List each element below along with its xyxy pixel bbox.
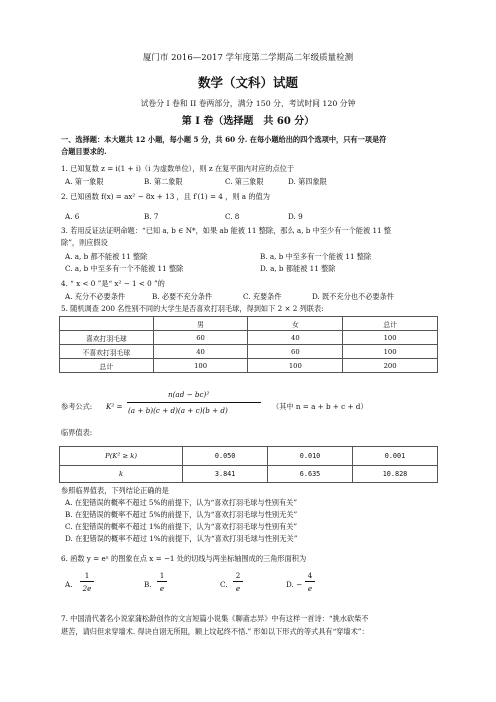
q5-option-b: B. 在犯错误的概率不超过 5%的前提下，认为“喜欢打羽毛球与性别无关” — [65, 510, 298, 519]
q5-reference-line: 参照临界值表，下列结论正确的是 — [61, 486, 169, 495]
q7-stem-line1: 7. 中国清代著名小说家蒲松龄创作的文言短篇小说集《聊斋志异》中有这样一首诗：“挑水砍柴不 — [61, 614, 369, 623]
table-cell: P(K² ≥ k) — [60, 447, 183, 466]
table-cell: 100 — [248, 359, 343, 373]
q4-option-c: C. 充要条件 — [243, 292, 282, 301]
table-cell: 10.828 — [352, 466, 437, 483]
q5-option-c: C. 在犯错误的概率不超过 1%的前提下，认为“喜欢打羽毛球与性别有关” — [65, 522, 298, 531]
formula-note: （其中 n = a + b + c + d） — [272, 402, 368, 411]
section-instructions-line2: 合题目要求的. — [61, 147, 107, 156]
table-header-cell: 男 — [153, 317, 248, 331]
q6-option-d-numerator: 4 — [307, 571, 313, 580]
q6-option-d-denominator: e — [307, 584, 313, 593]
q2-option-b: B. 7 — [144, 212, 159, 221]
formula-lhs: K² = — [106, 402, 123, 411]
q4-option-d: D. 既不充分也不必要条件 — [312, 292, 394, 301]
q1-option-c: C. 第三象限 — [225, 177, 264, 186]
q6-option-c-denominator: e — [235, 584, 241, 593]
q4-option-b: B. 必要不充分条件 — [152, 292, 213, 301]
table-cell: 100 — [153, 359, 248, 373]
part-title: 第 I 卷（选择题 共 60 分） — [181, 116, 315, 127]
table-header-row — [60, 317, 438, 331]
contingency-table — [59, 316, 438, 373]
q4-stem: 4. “ x < 0 ”是“ x² − 1 < 0 ”的 — [61, 279, 165, 288]
table-cell: 200 — [343, 359, 438, 373]
q6-option-c-numerator: 2 — [235, 571, 241, 580]
q2-option-c: C. 8 — [225, 212, 240, 221]
table-cell: 0.050 — [183, 447, 268, 466]
q3-stem-line2: 除”，则应假设 — [61, 238, 108, 247]
table-cell: 不喜欢打羽毛球 — [60, 345, 154, 359]
q6-option-c-fraction-bar — [233, 581, 243, 582]
table-row — [60, 331, 438, 345]
q6-option-d-fraction-bar — [305, 581, 315, 582]
q2-stem: 2. 已知函数 f(x) = ax² − 8x + 13 ，且 f′(1) = 4 ，则 a 的值为 — [61, 192, 270, 201]
formula-denominator: (a + b)(c + d)(a + c)(b + d) — [128, 406, 228, 415]
q3-option-b: B. a, b 中至多有一个能被 11 整除 — [260, 252, 372, 261]
q5-option-d: D. 在犯错误的概率不超过 1%的前提下，认为“喜欢打羽毛球与性别无关” — [65, 534, 298, 543]
q6-option-a-fraction-bar — [80, 581, 94, 582]
section-instructions-line1: 一、选择题：本大题共 12 小题，每小题 5 分，共 60 分. 在每小题给出的四个选项中，只有一项是符 — [61, 135, 387, 144]
q2-option-a: A. 6 — [65, 212, 80, 221]
table-header-cell: 女 — [248, 317, 343, 331]
q6-option-a-label: A. — [65, 580, 73, 589]
table-row — [60, 447, 438, 466]
q1-stem: 1. 已知复数 z = i(1 + i)（i 为虚数单位），则 z 在复平面内对应的点位于 — [61, 164, 295, 173]
critical-value-table — [59, 446, 438, 483]
table-cell: 100 — [343, 331, 438, 345]
q6-option-a-numerator: 1 — [84, 571, 90, 580]
table-row — [60, 466, 438, 483]
q6-option-c-label: C. — [220, 580, 228, 589]
table-cell: 6.635 — [268, 466, 353, 483]
table-cell: 60 — [153, 331, 248, 345]
paper-info: 试卷分 I 卷和 II 卷两部分，满分 150 分，考试时间 120 分钟 — [140, 99, 356, 108]
q1-option-a: A. 第一象限 — [65, 177, 104, 186]
q6-option-d-label: D. − — [286, 580, 303, 589]
q5-option-a: A. 在犯错误的概率不超过 5%的前提下，认为“喜欢打羽毛球与性别有关” — [65, 498, 298, 507]
q1-option-d: D. 第四象限 — [288, 177, 327, 186]
table-header-cell — [60, 317, 154, 331]
q6-option-b-fraction-bar — [157, 581, 167, 582]
q5-stem: 5. 随机调查 200 名性别不同的大学生是否喜欢打羽毛球，得到如下 2 × 2 列联表: — [61, 304, 324, 313]
q2-option-d: D. 9 — [288, 212, 303, 221]
paper-title: 数学（文科）试题 — [197, 75, 298, 90]
table-cell: k — [60, 466, 183, 483]
table-cell: 40 — [248, 331, 343, 345]
q3-option-c: C. a, b 中至多有一个不能被 11 整除 — [65, 264, 184, 273]
critical-label: 临界值表: — [61, 428, 93, 437]
exam-header: 厦门市 2016—2017 学年度第二学期高二年级质量检测 — [142, 53, 354, 63]
table-cell: 3.841 — [183, 466, 268, 483]
q4-option-a: A. 充分不必要条件 — [65, 292, 126, 301]
table-row — [60, 359, 438, 373]
q6-option-b-denominator: e — [159, 584, 165, 593]
formula-numerator: n(ad − bc)² — [168, 390, 210, 399]
table-header-cell: 总计 — [343, 317, 438, 331]
q6-stem: 6. 函数 y = eˣ 的图象在点 x = −1 处的切线与两坐标轴围成的三角形面积为 — [61, 554, 307, 563]
formula-fraction-bar — [127, 402, 261, 403]
table-row — [60, 345, 438, 359]
q3-stem-line1: 3. 若用反证法证明命题：“已知 a, b ∈ N*，如果 ab 能被 11 整除，那么 a, b 中至少有一个能被 11 整 — [61, 226, 392, 235]
q3-option-a: A. a, b 都不能被 11 整除 — [65, 252, 148, 261]
q6-option-b-label: B. — [144, 580, 152, 589]
table-cell: 总计 — [60, 359, 154, 373]
table-cell: 100 — [343, 345, 438, 359]
table-cell: 0.010 — [268, 447, 353, 466]
q1-option-b: B. 第二象限 — [144, 177, 183, 186]
q6-option-a-denominator: 2e — [82, 584, 92, 593]
table-cell: 40 — [153, 345, 248, 359]
formula-label: 参考公式: — [61, 402, 93, 411]
table-cell: 喜欢打羽毛球 — [60, 331, 154, 345]
table-cell: 0.001 — [352, 447, 437, 466]
table-cell: 60 — [248, 345, 343, 359]
q3-option-d: D. a, b 都能被 11 整除 — [260, 264, 336, 273]
q7-stem-line2: 堪苦，请归但求穿墙术. 得诀自诩无所阻，额上坟起终不悟.” 形如以下形式的等式具有“穿墙术”： — [61, 627, 369, 636]
q6-option-b-numerator: 1 — [159, 571, 165, 580]
